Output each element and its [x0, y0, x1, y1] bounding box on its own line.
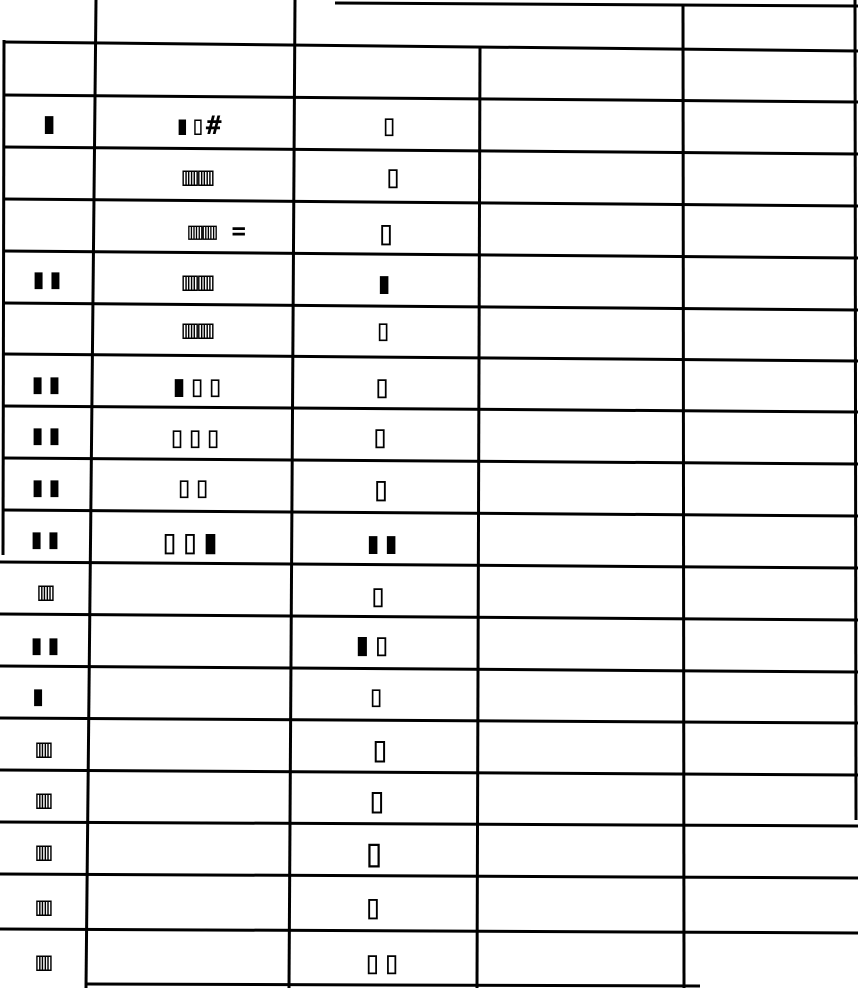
cell-col1: ▥	[36, 837, 52, 867]
cell-col1: ▮▮	[29, 470, 63, 503]
cell-col1: ▥	[36, 734, 52, 764]
cell-col3: ▮▮	[363, 526, 401, 561]
grid-hline	[335, 3, 858, 6]
grid-hline	[0, 614, 858, 620]
grid-hline	[0, 770, 858, 775]
grid-hline	[0, 562, 858, 568]
grid-hline	[4, 406, 858, 412]
cell-col2: ▥▥	[182, 162, 214, 192]
grid-hline	[4, 510, 858, 516]
cell-col1: ▮	[39, 106, 59, 141]
cell-col1: ▥	[36, 947, 52, 977]
cell-col2: ▥▥	[182, 267, 214, 297]
cell-col3: ▯	[361, 830, 387, 876]
cell-col3: ▯▯	[362, 943, 402, 981]
cell-col3: ▯	[383, 157, 403, 195]
cell-col2: ▯▯▮	[159, 522, 221, 562]
cell-col2: ▮▯#	[174, 111, 222, 141]
cell-col3: ▯	[368, 576, 388, 614]
grid-hline	[4, 42, 858, 51]
grid-vline	[855, 0, 856, 820]
grid-hline	[4, 458, 858, 464]
grid-hline	[0, 718, 858, 723]
cell-col1: ▮	[29, 679, 47, 712]
grid-hline	[4, 147, 858, 154]
cell-col2: ▥▥ =	[188, 217, 246, 245]
grid-vline	[477, 48, 480, 988]
grid-hline	[4, 251, 858, 258]
cell-col3: ▯	[379, 108, 399, 143]
cell-col3: ▯	[375, 213, 397, 253]
cell-col1: ▥	[36, 892, 52, 922]
cell-col3: ▮	[374, 266, 394, 301]
grid-hline	[4, 95, 858, 102]
cell-col1: ▥	[38, 577, 54, 607]
cell-col3: ▯	[370, 469, 392, 509]
cell-col3: ▯	[366, 780, 388, 821]
cell-col1: ▮▮	[28, 522, 62, 555]
grid-hline	[0, 929, 858, 933]
grid-hline	[4, 354, 858, 361]
grid-hline	[0, 874, 858, 878]
cell-col3: ▯	[373, 313, 393, 348]
cell-col1: ▮▮	[29, 418, 63, 451]
grid-hline	[0, 822, 858, 826]
cell-col1: ▥	[36, 785, 52, 815]
cell-col2: ▯▯	[174, 470, 212, 505]
grid-vline	[3, 40, 4, 555]
grid-hline	[86, 984, 700, 986]
cell-col1: ▮▮	[29, 367, 63, 400]
cell-col2: ▥▥	[182, 315, 214, 345]
cell-col3: ▮▯	[352, 625, 392, 663]
cell-col2: ▯▯▯	[167, 420, 223, 455]
cell-col2: ▮▯▯	[169, 369, 225, 404]
cell-col1: ▮▮	[28, 628, 62, 661]
cell-col1: ▮▮	[30, 262, 64, 295]
cell-col3: ▯	[366, 679, 386, 714]
grid-hline	[4, 199, 858, 206]
grid-hline	[0, 666, 858, 672]
cell-col3: ▯	[369, 729, 391, 770]
grid-hline	[4, 303, 858, 310]
cell-col3: ▯	[362, 887, 384, 927]
cell-col3: ▯	[370, 417, 390, 455]
cell-col3: ▯	[372, 367, 392, 405]
